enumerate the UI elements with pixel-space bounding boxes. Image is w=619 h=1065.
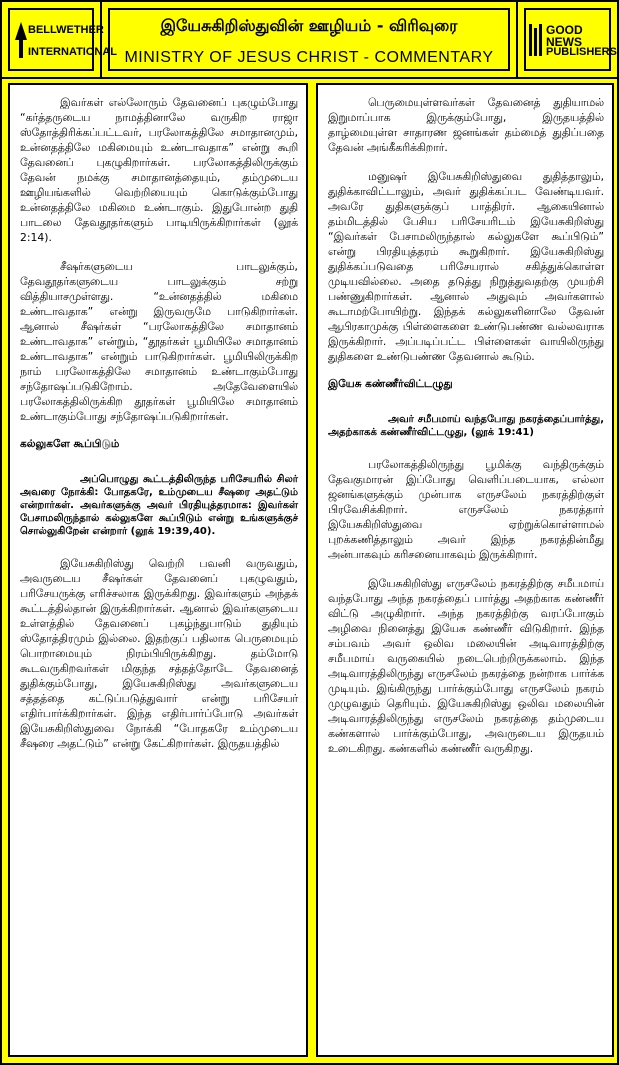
bell-icon bbox=[13, 20, 29, 60]
paragraph: இயேசுகிறிஸ்து வெற்றி பவனி வருவதும், அவருடைய சீஷர்கள் தேவனைப் புகழுவதும், பரிசேயருக்கு எரிச்சலாக இருக்கிறது. இவர்களும் அந்தக் கூட்டத்தில்தான் இருக்கிறார்கள். ஆனால் இவர்களுடைய உள்ளத்தில் தேவனைப் புகழ்ந்துபாடும் துதியும் ஸ்தோத்திரமும் இல்லை. இதற்குப் பதிலாக பெருமையும் பொறாமையும் நிரம்பியிருக்கிறது. தம்மோடு கூடவருகிறவர்கள் மிகுந்த சத்தத்தோடே தேவனைத் துதிக்கும்போது, இயேசுகிறிஸ்து அவர்களுடைய சத்தத்தை கட்டுப்படுத்துவார் என்று பரிசேயர் எதிர்பார்க்கிறார்கள். இந்த எதிர்பார்ப்போடு அவர்கள் இயேசுகிறிஸ்துவை நோக்கி “போதகரே உம்முடைய சீஷரை அதட்டும்” என்று கேட்கிறார்கள். இருதயத்தில் bbox=[20, 557, 298, 750]
section-heading: இயேசு கண்ணீர்விட்டழுது bbox=[328, 378, 453, 390]
left-logo-line2: INTERNATIONAL bbox=[28, 46, 118, 58]
paragraph: பரலோகத்திலிருந்து பூமிக்கு வந்திருக்கும் தேவகுமாரன் இப்போது வெளிப்படையாக, எல்லா ஜனங்களுக்கும் முன்பாக எருசலேம் நகரத்திற்குள் பிரவேசிக்கிறார். எருசலேம் நகரத்தார் இயேசுகிறிஸ்துவை ஏற்றுக்கொள்ளாமல் புறக்கணித்தாலும் அவர் இந்த நகரத்தின்மீது அன்பாகவும் கரிசனையாகவும் இருக்கிறார். bbox=[328, 458, 604, 561]
paragraph: இயேசுகிறிஸ்து எருசலேம் நகரத்திற்கு சமீபமாய் வந்தபோது அந்த நகரத்தைப் பார்த்து அதற்காக கண்ணீர் விட்டு அழுகிறார். அந்த நகரத்திற்கு வரப்போகும் அழிவை நினைத்து இயேசு கண்ணீர் விடுகிறார். இந்த சம்பவம் அவர் ஒலிவ மலையின் அடிவாரத்திற்கு சமீபமாய் வருகையில் நடைபெற்றிருக்கலாம். இந்த அடிவாரத்திலிருந்து எருசலேம் நகரத்தை நன்றாக பார்க்க முடியும். இங்கிருந்து பார்க்கும்போது எருசலேம் நகரம் முழுவதும் தெரியும். இயேசுகிறிஸ்து ஒலிவ மலையின் அடிவாரத்திலிருந்து எருசலேம் நகரத்தை தம்முடைய கண்களால் பார்க்கும்போது, அவருடைய இருதயம் உடைகிறது. கண்களில் கண்ணீர் வருகிறது. bbox=[328, 577, 604, 755]
left-logo-line1: BELLWETHER bbox=[28, 24, 104, 36]
left-column bbox=[8, 83, 308, 1057]
scripture-quote: அவர் சமீபமாய் வந்தபோது நகரத்தைப்பார்த்து, அதற்காகக் கண்ணீர்விட்டழுது, (லூக் 19:41) bbox=[328, 414, 604, 438]
scripture-quote: அப்பொழுது கூட்டத்திலிருந்த பரிசேயரில் சிலர் அவரை நோக்கி: போதகரே, உம்முடைய சீஷரை அதட்டும் என்றார்கள். அவர்களுக்கு அவர் பிரதியுத்தரமாக: இவர்கள் பேசாமலிருந்தால் கல்லுகளே கூப்பிடும் என்று உங்களுக்குச் சொல்லுகிறேன் என்றார் (லூக் 19:39,40). bbox=[20, 474, 298, 537]
page-title-tamil: இயேசுகிறிஸ்துவின் ஊழியம் - விரிவுரை bbox=[160, 16, 458, 35]
right-column bbox=[316, 83, 614, 1057]
goodnews-logo bbox=[516, 2, 617, 77]
paragraph: பெருமையுள்ளவர்கள் தேவனைத் துதியாமல் இறுமாப்பாக இருக்கும்போது, இருதயத்தில் தாழ்மையுள்ள சாதாரண ஜனங்கள் தம்மைத் துதிப்பதை தேவன் அங்கீகரிக்கிறார். bbox=[328, 96, 604, 154]
title-box bbox=[102, 2, 516, 77]
bookshelf-icon bbox=[528, 20, 544, 60]
right-logo-line2: PUBLISHERS bbox=[546, 46, 617, 58]
paragraph: சீஷர்களுடைய பாடலுக்கும், தேவதூதர்களுடைய பாடலுக்கும் சற்று வித்தியாசமுள்ளது. “உன்னதத்தில் மகிமை உண்டாவதாக” என்று இருவருமே பாடுகிறார்கள். ஆனால் சீஷர்கள் “பரலோகத்திலே சமாதானம் உண்டாவதாக” என்றும், “தூதர்கள் பூமியிலே சமாதானம் உண்டாவதாக” என்றும் பாடுகிறார்கள். பூமியிலிருக்கிற நாம் பரலோகத்திலே சமாதானம் உண்டாகும்போது சந்தோஷப்படுகிறோம். அதேவேளையில் பரலோகத்திலிருக்கிற தூதர்கள் பூமியிலே சமாதானம் உண்டாகும்போது சந்தோஷப்படுகிறார்கள். bbox=[20, 260, 298, 423]
paragraph: மனுஷர் இயேசுகிறிஸ்துவை துதித்தாலும், துதிக்காவிட்டாலும், அவர் துதிக்கப்பட வேண்டியவர். அவரே துதிகளுக்குப் பாத்திரர். ஆகையினால் தம்மிடத்தில் பேசிய பரிசேயரிடம் இயேசுகிறிஸ்து “இவர்கள் பேசாமலிருந்தால் கல்லுகளே கூப்பிடும்” என்று பிரதியுத்தரம் கூறுகிறார். இயேசுகிறிஸ்து துதிக்கப்படுவதை பரிசேயரால் சகித்துக்கொள்ள முடியவில்லை. அதை தடுத்து நிறுத்துவதற்கு முயற்சி பண்ணுகிறார்கள். ஆனால் அதுவும் அவர்களால் கூடாமற்போயிற்று. இந்தக் கல்லுகளினாலே தேவன் ஆபிரகாமுக்கு பிள்ளைகளை உண்டுபண்ண வல்லவராக இருக்கிறார். அப்படிப்பட்ட பிள்ளைகள் வாயிலிருந்து துதிகளை உண்டுபண்ண தேவனால் கூடும். bbox=[328, 170, 604, 363]
header bbox=[2, 2, 617, 79]
page-title-english: MINISTRY OF JESUS CHRIST - COMMENTARY bbox=[124, 49, 494, 66]
right-logo-line1: GOOD NEWS bbox=[546, 23, 583, 49]
bellwether-logo bbox=[2, 2, 118, 77]
section-heading: கல்லுகளே கூப்பிடும் bbox=[20, 438, 120, 450]
paragraph: இவர்கள் எல்லோரும் தேவனைப் புகழும்போது “கர்த்தருடைய நாமத்தினாலே வருகிற ராஜா ஸ்தோத்திரிக்கப்பட்டவர், பரலோகத்திலே சமாதானமும், உன்னதத்திலே மகிமையும் உண்டாவதாக” என்று கூறி தேவனைப் புகழுகிறார்கள். பரலோகத்திலிருக்கும் தேவன் நமக்கு சமாதானத்தையும், தம்முடைய ஊழியங்களில் வெற்றியையும் கொடுக்கும்போது உன்னதத்திலே மகிமை உண்டாகும். இதுபோன்ற துதி பாடலை தேவதூதர்களும் பாடியிருக்கிறார்கள் (லூக் 2:14). bbox=[20, 96, 298, 244]
